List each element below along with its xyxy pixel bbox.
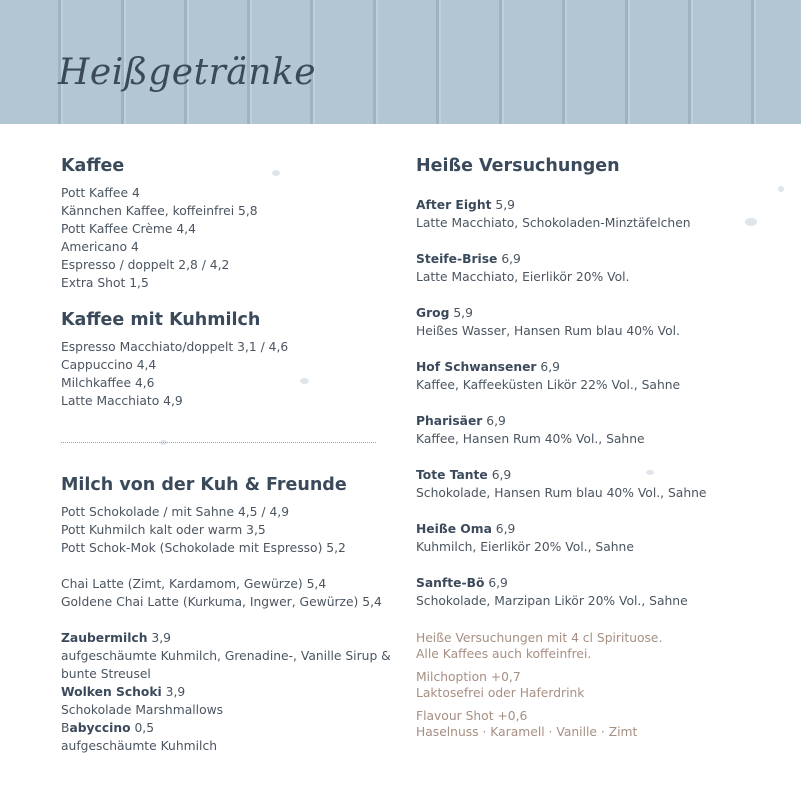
item-description: Kaffee, Kaffeeküsten Likör 22% Vol., Sahne — [416, 378, 681, 392]
menu-item-after-eight — [416, 196, 756, 232]
menu-item-pharisaeer — [416, 412, 756, 448]
item-description: Schokolade Marshmallows — [61, 703, 224, 717]
item-price: 6,9 — [491, 522, 516, 536]
menu-item: Kännchen Kaffee, koffeinfrei 5,8 — [61, 204, 258, 218]
menu-item: Extra Shot 1,5 — [61, 276, 149, 290]
item-name: Zaubermilch — [61, 631, 148, 645]
section-heading-milch: Milch von der Kuh & Freunde — [61, 475, 347, 495]
menu-item: Americano 4 — [61, 240, 139, 254]
menu-item: Goldene Chai Latte (Kurkuma, Ingwer, Gewürze) 5,4 — [61, 595, 382, 609]
item-description: aufgeschäumte Kuhmilch — [61, 739, 217, 753]
item-price: 6,9 — [536, 360, 560, 374]
menu-item: Milchkaffee 4,6 — [61, 376, 155, 390]
item-description: Kaffee, Hansen Rum 40% Vol., Sahne — [416, 432, 645, 446]
item-name: After Eight — [416, 198, 492, 212]
item-description: Schokolade, Hansen Rum blau 40% Vol., Sahne — [416, 486, 707, 500]
right-column — [416, 154, 756, 740]
item-name-initial: B — [61, 721, 70, 735]
item-name: Wolken Schoki — [61, 685, 162, 699]
menu-item: Pott Kaffee Crème 4,4 — [61, 222, 196, 236]
paper-speck — [778, 186, 784, 192]
item-name: Tote Tante — [416, 468, 488, 482]
item-description: Heißes Wasser, Hansen Rum blau 40% Vol. — [416, 324, 680, 338]
header-banner — [0, 0, 801, 124]
item-price: 6,9 — [484, 576, 508, 590]
menu-item: Chai Latte (Zimt, Kardamom, Gewürze) 5,4 — [61, 577, 327, 591]
menu-item-sanfte-boe — [416, 574, 756, 610]
section-heading-versuchungen: Heiße Versuchungen — [416, 156, 620, 176]
menu-item-heisse-oma — [416, 520, 756, 556]
item-name: Heiße Oma — [416, 522, 492, 536]
menu-item: Latte Macchiato 4,9 — [61, 394, 183, 408]
item-price: 0,5 — [130, 721, 155, 735]
note-flavour-shot: Flavour Shot +0,6 — [416, 709, 528, 723]
note-koffeinfrei: Alle Kaffees auch koffeinfrei. — [416, 647, 592, 661]
section-heading-kaffee: Kaffee — [61, 156, 125, 176]
note-milchoption: Milchoption +0,7 — [416, 670, 521, 684]
menu-item: Espresso / doppelt 2,8 / 4,2 — [61, 258, 230, 272]
item-name: Hof Schwansener — [416, 360, 537, 374]
note-flavour-detail: Haselnuss · Karamell · Vanille · Zimt — [416, 725, 638, 739]
menu-item-grog — [416, 304, 756, 340]
menu-item: Espresso Macchiato/doppelt 3,1 / 4,6 — [61, 340, 289, 354]
menu-item-tote-tante — [416, 466, 756, 502]
item-description: Kuhmilch, Eierlikör 20% Vol., Sahne — [416, 540, 634, 554]
item-name: Grog — [416, 306, 450, 320]
note-milchoption-detail: Laktosefrei oder Haferdrink — [416, 686, 585, 700]
menu-item-zaubermilch — [61, 629, 391, 647]
menu-item: Pott Kaffee 4 — [61, 186, 140, 200]
item-description: aufgeschäumte Kuhmilch, Grenadine-, Vanille Sirup & bunte Streusel — [61, 649, 391, 681]
menu-item-hof-schwansener — [416, 358, 756, 394]
note-spirit: Heiße Versuchungen mit 4 cl Spirituose. — [416, 631, 663, 645]
item-price: 5,9 — [491, 198, 515, 212]
item-price: 5,9 — [449, 306, 473, 320]
item-price: 3,9 — [147, 631, 171, 645]
menu-item-wolken-schoki — [61, 683, 391, 701]
menu-item-babyccino — [61, 719, 391, 737]
item-name: Pharisäer — [416, 414, 483, 428]
menu-item: Pott Kuhmilch kalt oder warm 3,5 — [61, 523, 266, 537]
item-description: Schokolade, Marzipan Likör 20% Vol., Sahne — [416, 594, 688, 608]
item-description: Latte Macchiato, Eierlikör 20% Vol. — [416, 270, 630, 284]
item-name: Sanfte-Bö — [416, 576, 485, 590]
section-heading-kuhmilch: Kaffee mit Kuhmilch — [61, 310, 261, 330]
item-price: 3,9 — [161, 685, 186, 699]
menu-item: Pott Schokolade / mit Sahne 4,5 / 4,9 — [61, 505, 290, 519]
menu-item: Pott Schok-Mok (Schokolade mit Espresso) 5,2 — [61, 541, 346, 555]
item-name: Steife-Brise — [416, 252, 498, 266]
item-description: Latte Macchiato, Schokoladen-Minztäfelchen — [416, 216, 691, 230]
menu-item-steife-brise — [416, 250, 756, 286]
menu-item: Cappuccino 4,4 — [61, 358, 157, 372]
item-price: 6,9 — [497, 252, 521, 266]
item-price: 6,9 — [487, 468, 512, 482]
item-name: abyccino — [69, 721, 131, 735]
item-price: 6,9 — [482, 414, 506, 428]
page-title: Heißgetränke — [58, 52, 317, 93]
left-column — [61, 154, 391, 755]
